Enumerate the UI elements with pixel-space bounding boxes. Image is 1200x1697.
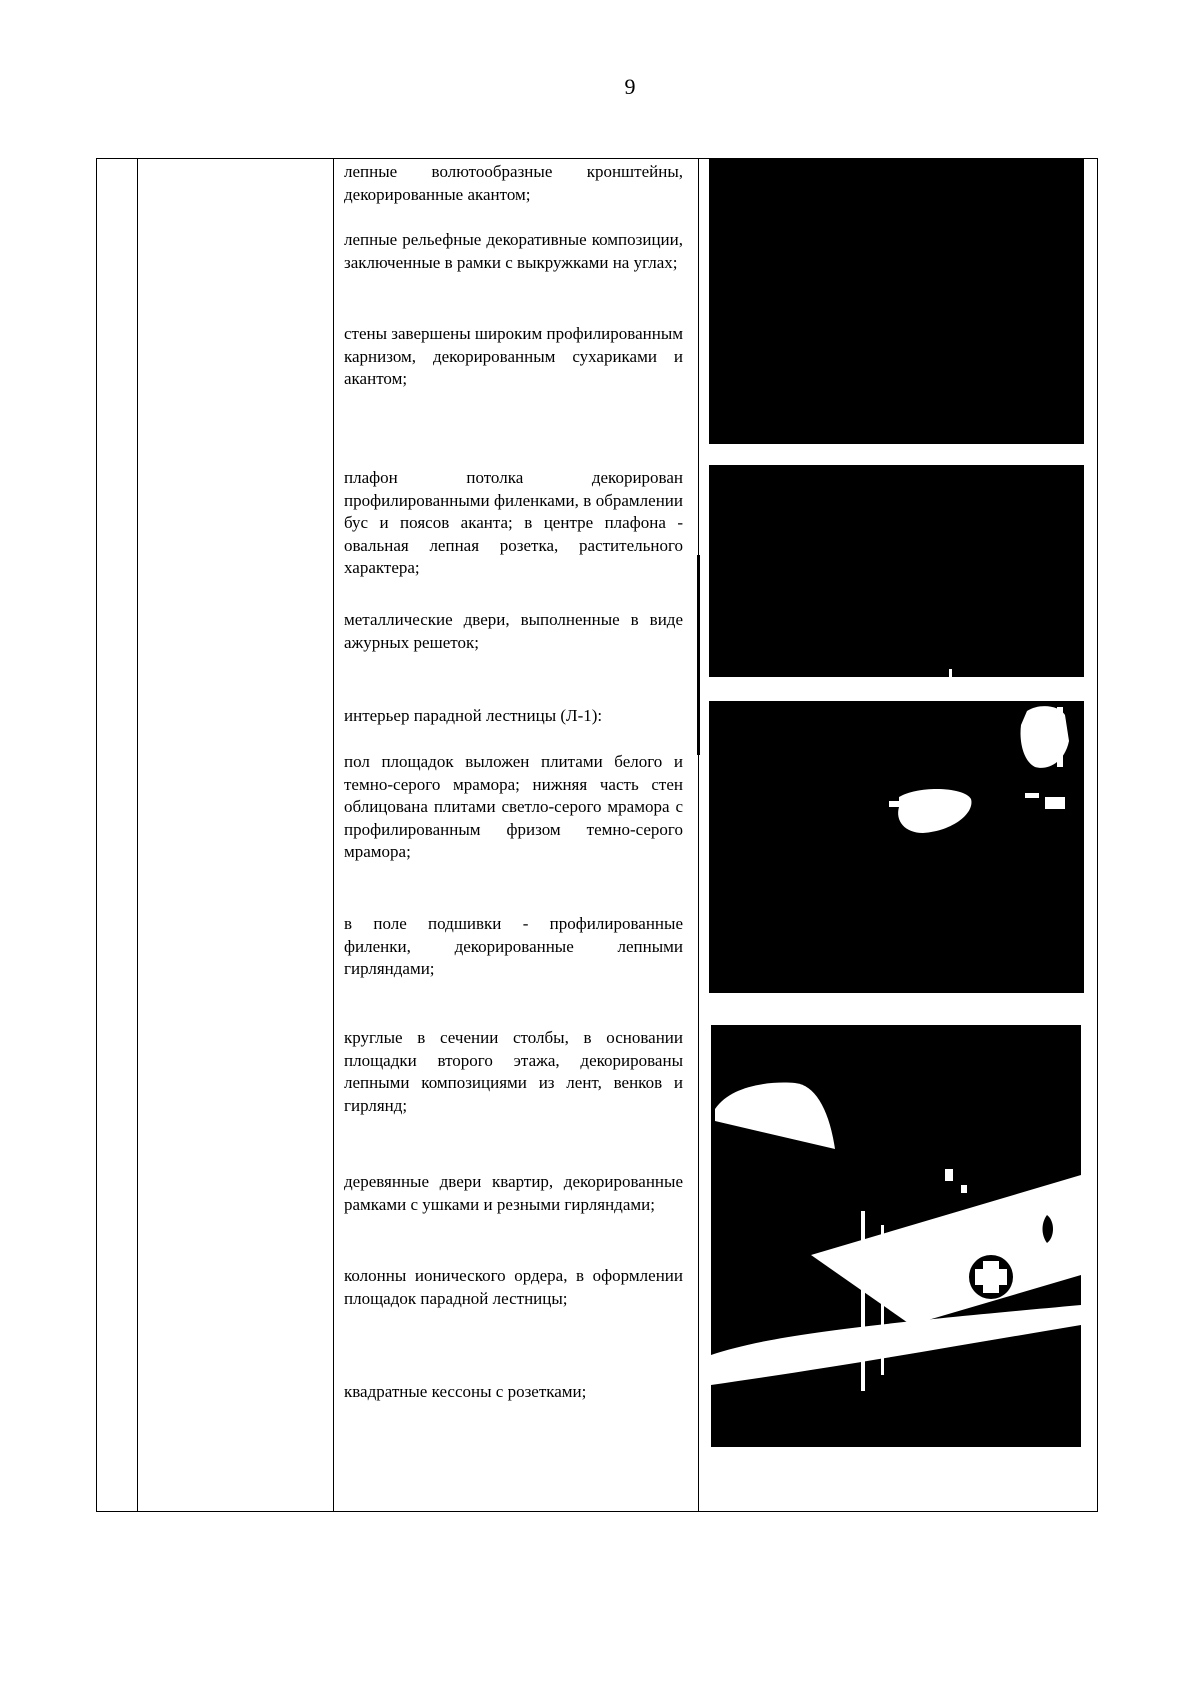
description-item: металлические двери, выполненные в виде ажурных решеток; bbox=[344, 610, 683, 652]
photo-staircase-columns bbox=[711, 1025, 1081, 1447]
column-divider-2 bbox=[333, 159, 334, 1511]
description-item: деревянные двери квартир, декорированные рамками с ушками и резными гирляндами; bbox=[344, 1172, 683, 1214]
description-item: интерьер парадной лестницы (Л-1): bbox=[344, 706, 603, 725]
page-number: 9 bbox=[624, 74, 636, 99]
column-divider-3 bbox=[698, 159, 699, 1511]
photo-cornice-brackets bbox=[709, 159, 1084, 444]
description-item: плафон потолка декорирован профилированными филенками, в обрамлении бус и поясов аканта; в центре плафона - овальная лепная розетка, растительного характера; bbox=[344, 468, 683, 577]
description-item: пол площадок выложен плитами белого и темно-серого мрамора; нижняя часть стен облицована плитами светло-серого мрамора с профилированным фризом темно-серого мрамора; bbox=[344, 752, 683, 861]
description-item: квадратные кессоны с розетками; bbox=[344, 1382, 587, 1401]
description-item: в поле подшивки - профилированные филенки, декорированные лепными гирляндами; bbox=[344, 914, 683, 978]
photo-staircase-interior bbox=[709, 701, 1084, 993]
description-item: круглые в сечении столбы, в основании площадки второго этажа, декорированы лепными композициями из лент, венков и гирлянд; bbox=[344, 1028, 683, 1115]
divider-thick-segment bbox=[697, 555, 700, 755]
photo-ceiling-plafond bbox=[709, 465, 1084, 677]
protected-elements-table bbox=[96, 158, 1098, 1512]
description-item: лепные рельефные декоративные композиции, заключенные в рамки с выкружками на углах; bbox=[344, 230, 683, 272]
column-divider-1 bbox=[137, 159, 138, 1511]
description-item: стены завершены широким профилированным карнизом, декорированным сухариками и акантом; bbox=[344, 324, 683, 388]
description-item: лепные волютообразные кронштейны, декорированные акантом; bbox=[344, 162, 683, 204]
description-item: колонны ионического ордера, в оформлении площадок парадной лестницы; bbox=[344, 1266, 683, 1308]
